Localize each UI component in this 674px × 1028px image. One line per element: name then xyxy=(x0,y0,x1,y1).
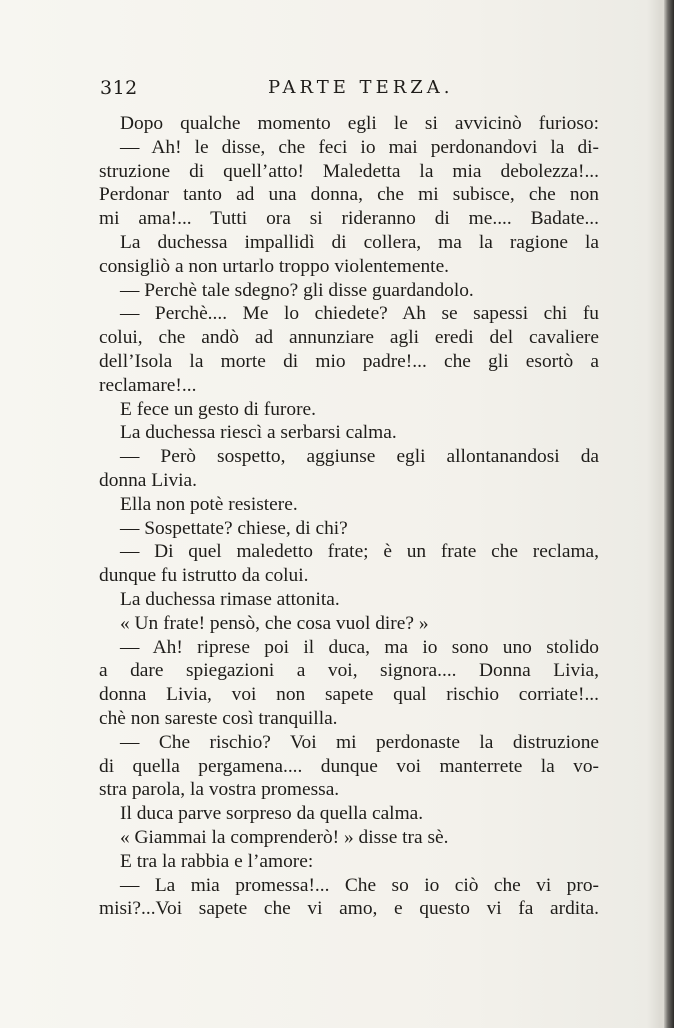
text-line: colui, che andò ad annunziare agli eredi del cavaliere xyxy=(99,327,599,349)
text-line: — Perchè.... Me lo chiedete? Ah se sapessi chi fu xyxy=(120,303,599,325)
text-line: di quella pergamena.... dunque voi manterrete la vo- xyxy=(99,755,599,777)
page-number: 312 xyxy=(100,77,138,99)
text-line: dell’Isola la morte di mio padre!... che gli esortò a xyxy=(99,350,599,372)
text-line: — Però sospetto, aggiunse egli allontanandosi da xyxy=(120,446,599,468)
text-line: — Che rischio? Voi mi perdonaste la distruzione xyxy=(120,731,599,753)
text-line: mi ama!... Tutti ora si rideranno di me.... Badate... xyxy=(99,208,599,230)
text-line: E tra la rabbia e l’amore: xyxy=(120,850,314,872)
text-line: chè non sareste così tranquilla. xyxy=(99,707,338,729)
text-line: struzione di quell’atto! Maledetta la mia debolezza!... xyxy=(99,160,599,182)
running-title: PARTE TERZA. xyxy=(268,77,454,98)
text-line: donna Livia, voi non sapete qual rischio corriate!... xyxy=(99,684,599,706)
text-line: — La mia promessa!... Che so io ciò che vi pro- xyxy=(120,874,599,896)
text-line: E fece un gesto di furore. xyxy=(120,398,316,420)
body-text xyxy=(99,112,599,921)
text-line: « Giammai la comprenderò! » disse tra sè. xyxy=(120,826,449,848)
text-line: La duchessa impallidì di collera, ma la ragione la xyxy=(120,231,599,253)
page-binding-edge xyxy=(664,0,674,1028)
text-line: Il duca parve sorpreso da quella calma. xyxy=(120,803,424,825)
text-line: dunque fu istrutto da colui. xyxy=(99,565,309,587)
text-line: La duchessa rimase attonita. xyxy=(120,588,340,610)
page-header xyxy=(100,77,600,107)
text-line: — Sospettate? chiese, di chi? xyxy=(120,517,348,539)
text-line: « Un frate! pensò, che cosa vuol dire? » xyxy=(120,612,429,634)
text-line: Perdonar tanto ad una donna, che mi subisce, che non xyxy=(99,184,599,206)
text-line: — Ah! le disse, che feci io mai perdonandovi la di- xyxy=(120,136,599,158)
text-line: — Perchè tale sdegno? gli disse guardandolo. xyxy=(120,279,474,301)
text-line: a dare spiegazioni a voi, signora.... Donna Livia, xyxy=(99,660,599,682)
text-line: — Ah! riprese poi il duca, ma io sono uno stolido xyxy=(120,636,599,658)
text-line: misi?...Voi sapete che vi amo, e questo vi fa ardita. xyxy=(99,898,599,920)
text-line: consigliò a non urtarlo troppo violentemente. xyxy=(99,255,450,277)
text-line: stra parola, la vostra promessa. xyxy=(99,779,340,801)
text-line: Ella non potè resistere. xyxy=(120,493,298,515)
text-line: — Di quel maledetto frate; è un frate che reclama, xyxy=(120,541,599,563)
text-line: Dopo qualche momento egli le si avvicinò furioso: xyxy=(120,113,599,134)
text-line: reclamare!... xyxy=(99,374,197,396)
text-line: donna Livia. xyxy=(99,469,198,491)
text-line: La duchessa riescì a serbarsi calma. xyxy=(120,422,397,444)
